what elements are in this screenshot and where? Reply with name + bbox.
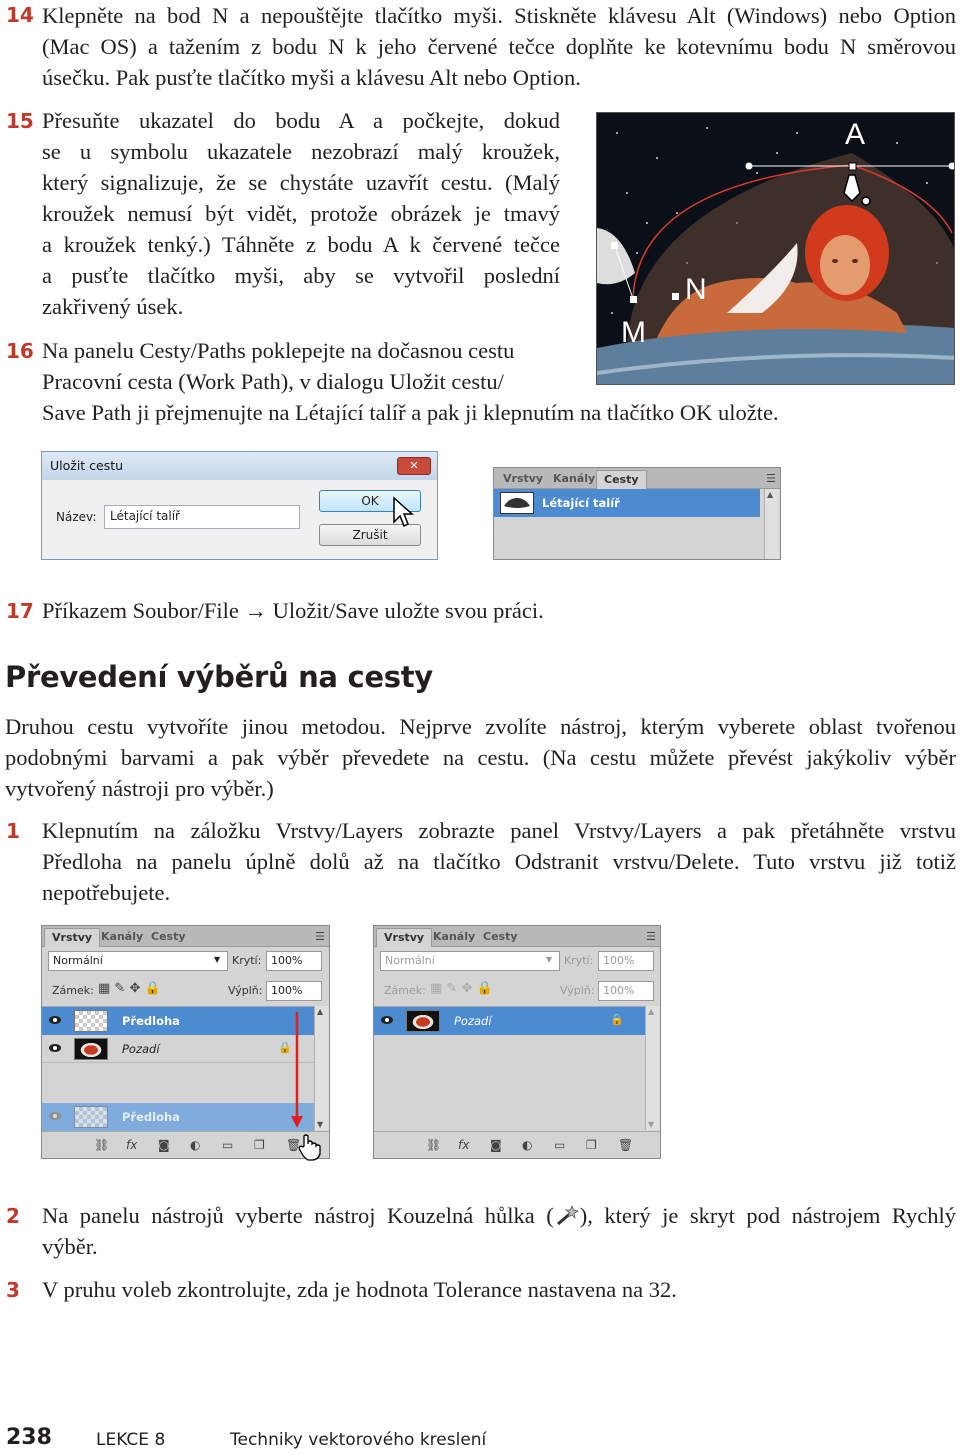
- lock-icon: 🔒: [610, 1013, 624, 1026]
- section-heading: Převedení výběrů na cesty: [5, 660, 433, 694]
- layers-panel-after: [373, 925, 661, 1159]
- eye-icon[interactable]: [48, 1042, 62, 1054]
- scrollbar[interactable]: [764, 489, 779, 559]
- lesson-label: LEKCE 8: [96, 1430, 166, 1450]
- layer-row-pozadi[interactable]: [42, 1035, 314, 1063]
- chevron-down-icon: ▼: [546, 955, 553, 964]
- cancel-button[interactable]: Zrušit: [319, 524, 421, 546]
- eye-icon[interactable]: [48, 1014, 62, 1026]
- step-15-line: kroužek nemusí být vidět, protože obrázek je tmavý: [42, 201, 560, 226]
- delete-layer-icon[interactable]: 🗑: [286, 1138, 302, 1152]
- layer-row-dragging[interactable]: [42, 1103, 314, 1131]
- folder-icon[interactable]: ▭: [554, 1138, 566, 1152]
- layer-row-pozadi[interactable]: [374, 1007, 645, 1035]
- chevron-down-icon: ▼: [214, 955, 221, 964]
- lock-label: Zámek:: [52, 984, 94, 997]
- dialog-title: Uložit cestu: [50, 458, 124, 473]
- layer-name: Pozadí: [122, 1042, 160, 1056]
- panel-tabs: [42, 926, 329, 947]
- dialog-titlebar: [42, 452, 437, 480]
- layer-thumbnail: [74, 1106, 108, 1128]
- step-14-line: úsečku. Pak pusťte tlačítko myši a klávesu Alt nebo Option.: [42, 65, 581, 90]
- layer-thumbnail: [406, 1010, 440, 1032]
- layers-bottom-toolbar: [374, 1131, 660, 1158]
- mask-icon[interactable]: ◙: [158, 1138, 170, 1152]
- step-14-text: [42, 0, 956, 93]
- step-1-line: Klepnutím na záložku Vrstvy/Layers zobrazte panel Vrstvy/Layers a pak přetáhněte vrstvu: [42, 818, 956, 843]
- ok-button[interactable]: OK: [319, 490, 421, 512]
- tab-paths[interactable]: Cesty: [596, 470, 647, 489]
- paths-panel: [493, 467, 781, 560]
- eye-icon: [48, 1110, 62, 1122]
- step-15-line: který signalizuje, že se chystáte uzavřít cestu. (Malý: [42, 170, 560, 195]
- fill-label: Výplň:: [560, 984, 595, 997]
- tab-paths[interactable]: Cesty: [483, 930, 518, 943]
- scroll-down-icon: ▼: [648, 1120, 655, 1129]
- layer-name: Předloha: [122, 1014, 180, 1028]
- scrollbar[interactable]: [314, 1006, 329, 1130]
- scroll-up-icon: ▲: [767, 490, 774, 499]
- new-layer-icon[interactable]: ❐: [586, 1138, 597, 1152]
- name-label: Název:: [56, 510, 97, 524]
- step-15-line: a kroužek tenký.) Táhněte z bodu A k červené tečce: [42, 232, 560, 257]
- fx-icon[interactable]: fx: [126, 1138, 138, 1152]
- drag-arrow: [290, 1012, 304, 1132]
- layer-row-predloha[interactable]: [42, 1007, 314, 1035]
- step-2-text-b: ), který je skryt pod nástrojem Rychlý: [579, 1203, 957, 1228]
- tab-channels[interactable]: Kanály: [433, 930, 476, 943]
- opacity-input[interactable]: 100%: [598, 951, 654, 971]
- intro-paragraph: [5, 711, 956, 804]
- step-16-number: 16: [6, 339, 34, 363]
- save-path-dialog: [41, 451, 438, 560]
- step-2-text: [42, 1200, 956, 1262]
- step-2-text-a: Na panelu nástrojů vyberte nástroj Kouzelná hůlka (: [42, 1203, 554, 1228]
- opacity-label: Krytí:: [232, 954, 262, 967]
- step-3-number: 3: [6, 1278, 20, 1302]
- lock-icons: ▦ ✎ ✥ 🔒: [98, 981, 161, 996]
- layer-name: Pozadí: [454, 1014, 492, 1028]
- opacity-label: Krytí:: [564, 954, 594, 967]
- step-16-line: Pracovní cesta (Work Path), v dialogu Uložit cestu/: [42, 369, 504, 394]
- link-icon[interactable]: ⛓: [94, 1138, 110, 1152]
- step-16-text: [42, 335, 942, 428]
- step-16-line: Save Path ji přejmenujte na Létající talíř a pak ji klepnutím na tlačítko OK uložte.: [42, 400, 779, 425]
- blend-mode-select[interactable]: Normální: [380, 951, 560, 971]
- page-number: 238: [6, 1425, 52, 1450]
- link-icon[interactable]: ⛓: [426, 1138, 442, 1152]
- panel-menu-icon[interactable]: ☰: [766, 472, 776, 485]
- hand-cursor-icon: [296, 1132, 326, 1162]
- step-15-number: 15: [6, 109, 34, 133]
- step-1-number: 1: [6, 819, 20, 843]
- scroll-up-icon: ▲: [317, 1007, 324, 1016]
- step-17-number: 17: [6, 599, 34, 623]
- scroll-down-icon: ▼: [317, 1120, 324, 1129]
- tab-channels[interactable]: Kanály: [553, 472, 596, 485]
- layers-bottom-toolbar: [42, 1131, 329, 1158]
- mask-icon[interactable]: ◙: [490, 1138, 502, 1152]
- step-1-line: nepotřebujete.: [42, 880, 171, 905]
- blend-mode-select[interactable]: Normální: [48, 951, 228, 971]
- tab-channels[interactable]: Kanály: [101, 930, 144, 943]
- adjustment-icon[interactable]: ◐: [190, 1138, 201, 1152]
- close-button[interactable]: ✕: [397, 457, 431, 475]
- step-15-text: [42, 105, 560, 322]
- fill-input[interactable]: 100%: [598, 981, 654, 1001]
- folder-icon[interactable]: ▭: [222, 1138, 234, 1152]
- layers-list: [42, 1006, 314, 1131]
- step-16-line: Na panelu Cesty/Paths poklepejte na dočasnou cestu: [42, 338, 515, 363]
- eye-icon[interactable]: [380, 1014, 394, 1026]
- path-thumbnail: [500, 492, 534, 514]
- anchor-label-a: A: [845, 118, 866, 151]
- anchor-label-m: M: [621, 316, 646, 349]
- layer-name: Předloha: [122, 1110, 180, 1124]
- step-2-number: 2: [6, 1204, 20, 1228]
- fx-icon[interactable]: fx: [458, 1138, 470, 1152]
- layers-panel-before: [41, 925, 330, 1159]
- intro-line: podobnými barvami a pak výběr převedete na cestu. (Na cestu můžete převést jakýkoliv výběr: [5, 745, 956, 770]
- layer-thumbnail: [74, 1038, 108, 1060]
- step-15-line: zakřivený úsek.: [42, 294, 184, 319]
- step-2-line: [42, 1200, 956, 1231]
- step-17-text: Příkazem Soubor/File → Uložit/Save uložte svou práci.: [42, 598, 544, 623]
- name-input[interactable]: Létající talíř: [104, 505, 300, 529]
- step-2-line: výběr.: [42, 1234, 98, 1259]
- chapter-title: Techniky vektorového kreslení: [230, 1430, 487, 1450]
- intro-line: Druhou cestu vytvoříte jinou metodou. Nejprve zvolíte nástroj, kterým vyberete oblast tvořenou: [5, 714, 956, 739]
- step-3-text: V pruhu voleb zkontrolujte, zda je hodnota Tolerance nastavena na 32.: [42, 1277, 677, 1302]
- fill-input[interactable]: 100%: [266, 981, 322, 1001]
- intro-line: vytvořený nástroji pro výběr.): [5, 776, 274, 801]
- opacity-input[interactable]: 100%: [266, 951, 322, 971]
- mouse-cursor-icon: [392, 496, 416, 530]
- lock-icons: ▦ ✎ ✥ 🔒: [430, 981, 493, 996]
- layer-thumbnail: [74, 1010, 108, 1032]
- panel-tabs: [494, 468, 780, 489]
- magic-wand-icon: [554, 1204, 580, 1226]
- step-15-line: se u symbolu ukazatele nezobrazí malý kroužek,: [42, 139, 560, 164]
- tab-layers[interactable]: Vrstvy: [503, 472, 544, 485]
- path-row[interactable]: [494, 489, 760, 517]
- step-14-line: Klepněte na bod N a nepouštějte tlačítko myši. Stiskněte klávesu Alt (Windows) nebo Option: [42, 3, 956, 28]
- lock-label: Zámek:: [384, 984, 426, 997]
- delete-layer-icon[interactable]: 🗑: [618, 1138, 634, 1152]
- step-15-line: a pusťte tlačítko myši, aby se vytvořil poslední: [42, 263, 560, 288]
- panel-menu-icon[interactable]: ☰: [646, 930, 656, 943]
- panel-tabs: [374, 926, 660, 947]
- tab-layers[interactable]: Vrstvy: [44, 928, 100, 947]
- step-15-line: Přesuňte ukazatel do bodu A a počkejte, dokud: [42, 108, 560, 133]
- step-14-number: 14: [6, 3, 34, 27]
- saucer-shape-icon: [501, 493, 533, 513]
- panel-menu-icon[interactable]: ☰: [315, 930, 325, 943]
- step-1-line: Předloha na panelu úplně dolů až na tlačítko Odstranit vrstvu/Delete. Tuto vrstvu již totiž: [42, 849, 956, 874]
- step-14-line: (Mac OS) a tažením z bodu N k jeho červené tečce doplňte ke kotevnímu bodu N směrovou: [42, 34, 956, 59]
- scroll-up-icon: ▲: [648, 1007, 655, 1016]
- new-layer-icon[interactable]: ❐: [254, 1138, 265, 1152]
- scrollbar[interactable]: [645, 1006, 660, 1130]
- layers-list: [374, 1006, 645, 1131]
- tab-layers[interactable]: Vrstvy: [376, 928, 432, 947]
- anchor-label-n: N: [685, 273, 707, 306]
- lock-icon: 🔒: [278, 1041, 292, 1054]
- fill-label: Výplň:: [228, 984, 263, 997]
- path-name: Létající talíř: [542, 496, 620, 510]
- adjustment-icon[interactable]: ◐: [522, 1138, 533, 1152]
- tab-paths[interactable]: Cesty: [151, 930, 186, 943]
- step-1-text: [42, 815, 956, 908]
